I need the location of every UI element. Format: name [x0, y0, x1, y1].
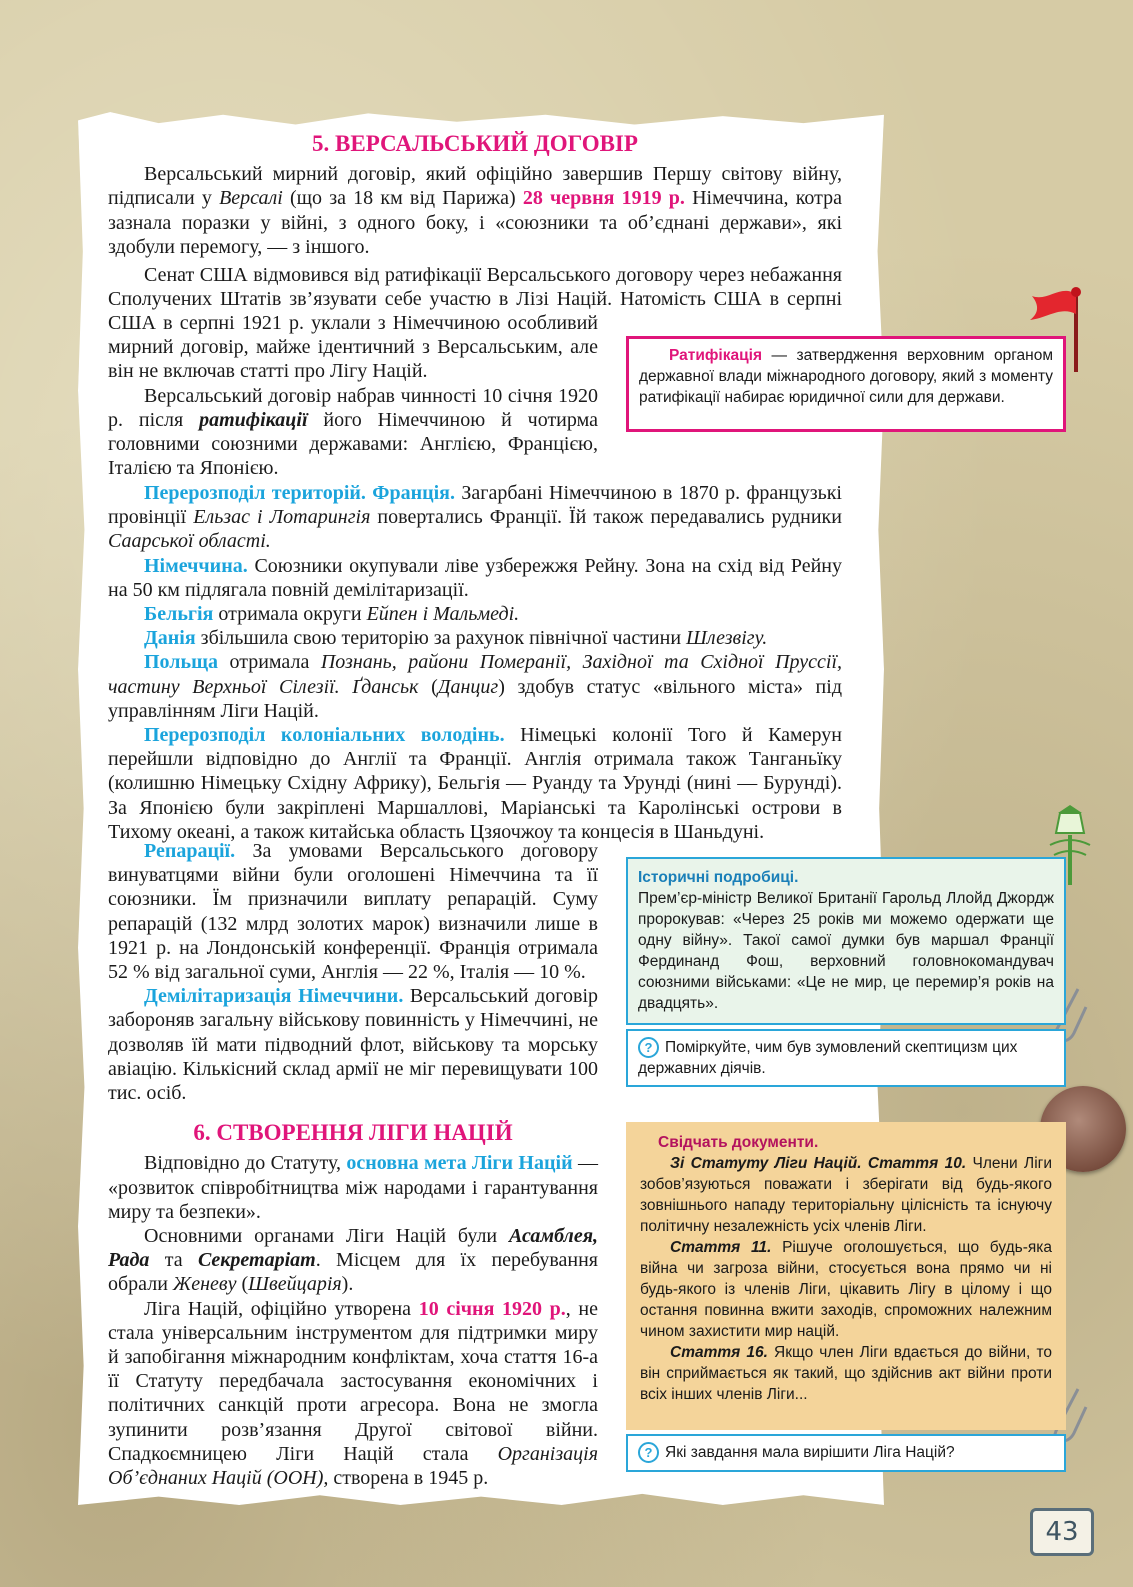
- subheading: Польща: [144, 651, 218, 674]
- section5-p2-wide: [108, 263, 842, 311]
- question-text: Поміркуйте, чим був зумовлений скептицизм цих державних діячів.: [638, 1039, 1018, 1078]
- term: ратифікації: [199, 408, 308, 431]
- box-title: Свідчать документи.: [658, 1134, 819, 1151]
- question-box: [626, 1434, 1066, 1472]
- text: (: [418, 675, 438, 698]
- subheading: Репарації.: [144, 840, 236, 862]
- subheading: Перерозподіл територій. Франція.: [144, 482, 456, 504]
- text: збільшила свою територію за рахунок північної частини: [195, 627, 687, 650]
- box-title: Історичні подробиці.: [638, 869, 799, 886]
- text: отримала округи: [213, 603, 367, 626]
- text: , не стала універсальним інструментом для підтримки миру й запобігання міжнародним конфліктам, хоча стаття 16-а її Статуту передбачала застосування економічних і політичних санкцій проти агресора. Вона не змогла зупинити розв’язання Другої світової війни. Спадкоємницею Ліги Націй стала: [108, 1297, 598, 1465]
- article-11: [640, 1237, 1052, 1342]
- article-text: Якщо член Ліги вдається до війни, то він сприймається як такий, що здійснив акт війни проти всіх інших членів Ліги...: [640, 1344, 1052, 1403]
- paragraph: [108, 1151, 598, 1224]
- paragraph: Сенат США відмовився від ратифікації Версальського договору через небажання Сполучених Штатів зв’язувати себе участю в Лізі Націй. Натомість США в серпні: [108, 264, 842, 311]
- text: Відповідно до Статуту,: [144, 1152, 347, 1175]
- text: Загарбані Німеччиною в 1870 р. французькі провінції: [108, 482, 842, 529]
- place-name: Женеву: [172, 1273, 237, 1296]
- paragraph: [108, 554, 842, 602]
- text: його Німеччиною й чотирма головними союзними державами: Англією, Францією, Італією та Японією.: [108, 408, 598, 480]
- subheading: Демілітаризація Німеччини.: [144, 985, 404, 1008]
- organization-name: Організація Об’єднаних Націй (ООН),: [108, 1442, 598, 1490]
- paragraph: [108, 1297, 598, 1491]
- paragraph: [108, 723, 842, 844]
- text: Німецькі колонії Того й Камерун перейшли відповідно до Англії та Франції. Англія отримала також Танганьїку (колишню Німецьку Східну Африку), Бельгія — Руанду та Урунді (нині — Бурунді). За Японією були закріплені Маршаллові, Маріанські та Каролінські острови в Тихому океані, а також китайська область Цзяочжоу та концесія в Шаньдуні.: [108, 724, 842, 843]
- term: Асамблея, Рада: [108, 1225, 598, 1272]
- text: та: [149, 1249, 198, 1272]
- paragraph: [108, 602, 842, 626]
- page-number: 43: [1030, 1508, 1094, 1556]
- paragraph: [108, 384, 598, 481]
- text: За умовами Версальського договору винуватцями війни були оголошені Німеччина та її союзники. Їм призначили виплату репарацій. Суму репарацій (132 млрд золотих марок) визначили лише в 1921 р. на Лондонській конференції. Франція отримала 52 % від загальної суми, Англія — 22 %, Італія — 10 %.: [108, 840, 598, 984]
- section5-title: 5. ВЕРСАЛЬСЬКИЙ ДОГОВІР: [312, 131, 638, 156]
- paragraph: [108, 626, 842, 650]
- text: Версальський договір набрав чинності 10 січня 1920 р. після: [108, 384, 598, 431]
- text: Ліга Націй, офіційно утворена: [144, 1297, 419, 1320]
- text: . Місцем для їх перебування обрали: [108, 1249, 598, 1296]
- text: — «розвиток співробітництва між народами і гарантування миру та безпеки».: [108, 1152, 599, 1223]
- date-highlight: 10 січня 1920 р.: [418, 1297, 566, 1320]
- ratification-definition-box: [626, 336, 1066, 432]
- article-text: Рішуче оголошується, що будь-яка війна чи загроза війни, стосується вона прямо чи ні будь-якого із членів Ліги, цікавить Лігу в цілому і що остання повинна вжити заходів, спроможних належним чином захистити мир націй.: [640, 1239, 1052, 1340]
- term: Секретаріат: [197, 1249, 316, 1272]
- text: Версальський договір забороняв загальну військову повинність у Німеччині, не дозволяв їй мати підводний флот, військову та морську авіацію. Кількісний склад армії не міг перевищувати 100 тис. осіб.: [108, 985, 598, 1105]
- section5-wide-2: [108, 481, 842, 844]
- article-10: [640, 1153, 1052, 1237]
- documents-box: [626, 1122, 1066, 1430]
- article-text: Члени Ліги зобов’язуються поважати і зберігати від будь-якого зовнішнього нападу територіальну цілісність та існуючу політичну незалежність усіх членів Ліги.: [640, 1155, 1052, 1235]
- subheading: Бельгія: [144, 603, 214, 626]
- subheading: Німеччина.: [144, 554, 248, 577]
- box-text: Прем’єр-міністр Великої Британії Гарольд Ллойд Джордж пророкував: «Через 25 років ми можемо одержати ще одну війну». Такої самої думки був маршал Франції Фердинанд Фош, верховний головнокомандувач союзними військами: «Це не мир, це перемир’я років на двадцять».: [638, 890, 1054, 1012]
- paragraph: США в серпні 1921 р. уклали з Німеччиною особливий мирний договір, майже ідентичний з Версальським, але він не включав статті про Лігу Націй.: [108, 312, 598, 383]
- place-name: Саарської області.: [108, 530, 271, 553]
- paragraph: [108, 1224, 598, 1297]
- article-heading: Стаття 16.: [670, 1344, 768, 1361]
- paragraph: [108, 839, 598, 984]
- section5-narrow-2: [108, 839, 598, 1490]
- text: Німеччина, котра зазнала поразки у війні, з одного боку, і «союзники та об’єднані держави», які здобули перемогу, — з іншого.: [108, 187, 843, 258]
- section6-title: 6. СТВОРЕННЯ ЛІГИ НАЦІЙ: [193, 1120, 513, 1146]
- text: (що за 18 км від Парижа): [282, 187, 523, 210]
- paragraph: [108, 481, 842, 554]
- text: створена в 1945 р.: [328, 1467, 489, 1490]
- subheading: Данія: [144, 627, 196, 650]
- question-box: [626, 1029, 1066, 1087]
- text: Версальський мирний договір, який офіційно завершив Першу світову війну, підписали у: [108, 163, 842, 210]
- article-heading: Стаття 11.: [670, 1239, 772, 1256]
- text: ).: [341, 1273, 354, 1296]
- text: Союзники окупували ліве узбережжя Рейну. Зона на схід від Рейну на 50 км підлягала повній демілітаризації.: [108, 554, 842, 601]
- article-16: [640, 1342, 1052, 1405]
- subheading: Перерозподіл колоніальних володінь.: [144, 724, 505, 747]
- place-name: Познань, райони Померанії, Західної та Східної Пруссії, частину Верхньої Сілезії. Ґданськ: [108, 651, 843, 698]
- subheading: основна мета Ліги Націй: [346, 1152, 573, 1175]
- section5-top: [108, 132, 842, 259]
- text: ) здобув статус «вільного міста» під управлінням Ліги Націй.: [108, 675, 842, 722]
- place-name: Шлезвігу.: [686, 627, 768, 650]
- question-text: Які завдання мала вирішити Ліга Націй?: [665, 1444, 955, 1461]
- place-name: Швейцарія: [248, 1273, 342, 1296]
- place-name: Данциг: [437, 675, 499, 698]
- text: (: [236, 1273, 249, 1296]
- text: Основними органами Ліги Націй були: [144, 1225, 509, 1248]
- place-name: Версалі: [219, 187, 283, 210]
- text: повертались Франції. Їй також передавались рудники: [370, 506, 842, 529]
- definition-text: — затвердження верховним органом державної влади міжнародного договору, який з моменту ратифікації набирає юридичної сили для держави.: [639, 347, 1053, 406]
- text: отримала: [217, 651, 321, 674]
- place-name: Ейпен і Мальмеді.: [366, 603, 520, 626]
- historical-details-box: [626, 857, 1066, 1025]
- question-icon: ?: [638, 1037, 659, 1058]
- article-heading: Зі Статуту Ліги Націй. Стаття 10.: [670, 1155, 967, 1172]
- paragraph: [108, 984, 598, 1105]
- place-name: Ельзас і Лотарингія: [193, 506, 371, 529]
- section5-narrow-1: [108, 311, 598, 480]
- paragraph: [108, 162, 842, 259]
- question-icon: ?: [638, 1442, 659, 1463]
- date-highlight: 28 червня 1919 р.: [522, 187, 685, 210]
- term-title: Ратифікація: [669, 347, 762, 364]
- paragraph: [108, 650, 842, 723]
